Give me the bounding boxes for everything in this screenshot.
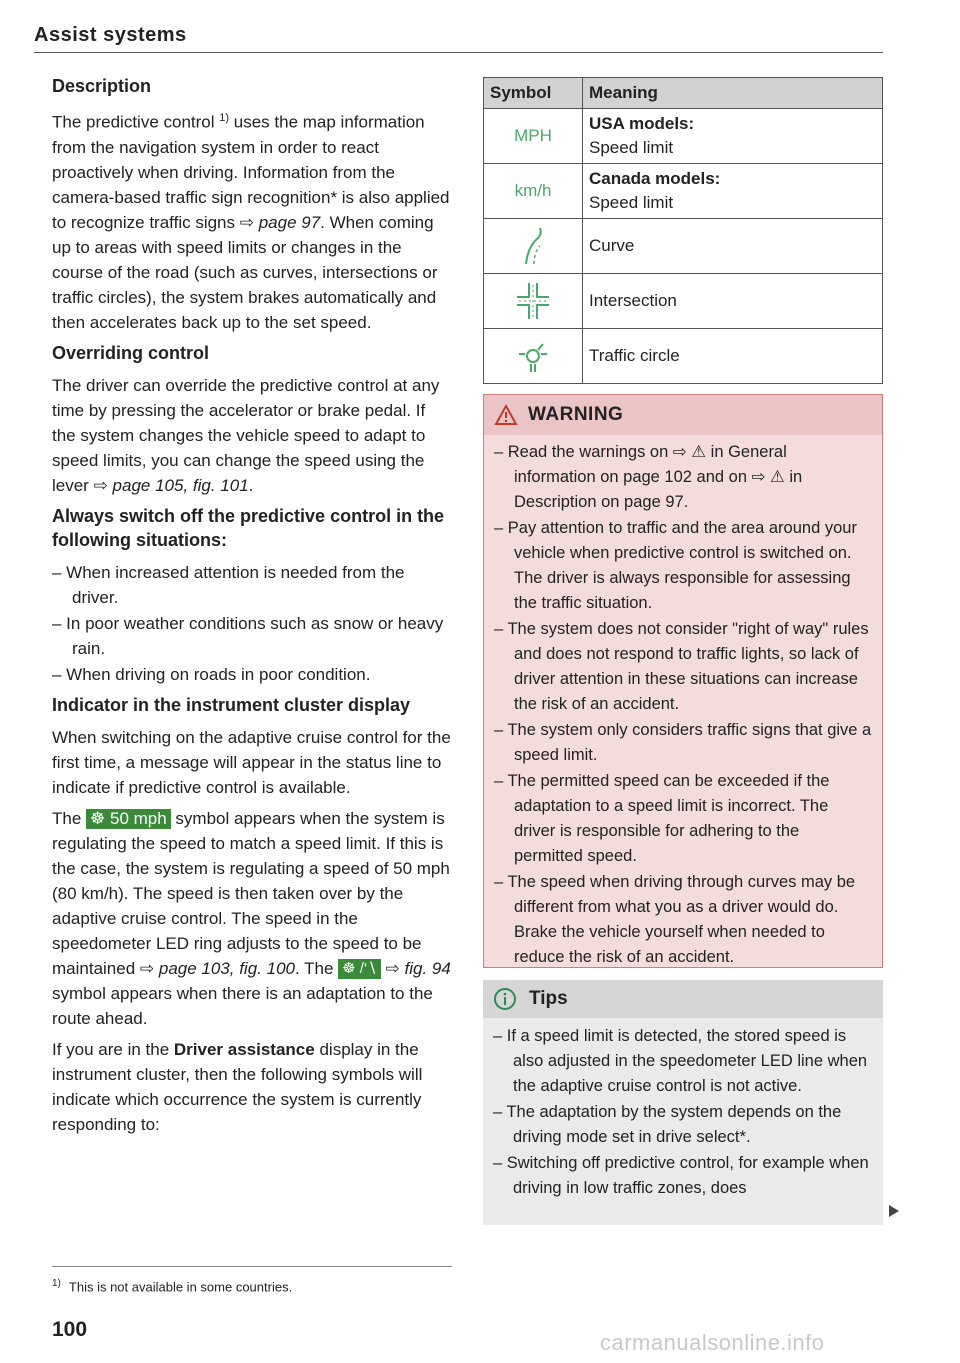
page-ref-link[interactable]: ⇨ page 105, fig. 101 xyxy=(93,475,249,495)
page-number: 100 xyxy=(52,1318,88,1341)
indicator-paragraph-3 xyxy=(52,1037,452,1137)
footnote-ref[interactable]: 1) xyxy=(219,112,230,124)
footnote-divider xyxy=(52,1266,452,1267)
symbol-column-header: Symbol xyxy=(484,78,583,109)
text: If you are in the xyxy=(52,1039,174,1059)
tips-box xyxy=(483,980,883,1225)
page-ref-link[interactable]: ⇨ page 97 xyxy=(239,212,321,232)
table-row xyxy=(484,109,883,164)
indicator-paragraph-1: When switching on the adaptive cruise control for the first time, a message will appear in the status line to indicate if predictive control is available. xyxy=(52,727,451,797)
text: uses the map information from the navigation system in order to react proactively when driving. Information from the camera-based traffic sign recognition* is also applied to recognize traffic signs xyxy=(52,112,450,232)
meaning-text: Speed limit xyxy=(589,138,674,157)
list-item: – If a speed limit is detected, the stored speed is also adjusted in the speedometer LED line when the adaptive cruise control is not active. xyxy=(493,1027,868,1095)
warning-triangle-icon xyxy=(494,404,518,426)
section-title: Assist systems xyxy=(34,24,187,46)
indicator-paragraph-2 xyxy=(52,806,452,1031)
page-ref-link[interactable]: ⇨ page 103, fig. 100 xyxy=(139,958,295,978)
header-divider xyxy=(34,52,883,53)
list-item: – The permitted speed can be exceeded if the adaptation to a speed limit is incorrect. The driver is responsible for adhering to the permitted speed. xyxy=(494,772,830,865)
list-item: – The system only considers traffic signs that give a speed limit. xyxy=(494,721,872,764)
tips-list xyxy=(493,1024,873,1201)
kmh-symbol: km/h xyxy=(484,164,583,219)
switch-off-list xyxy=(52,560,452,687)
traffic-circle-icon xyxy=(484,329,583,384)
meaning-title: USA models: xyxy=(589,114,695,133)
info-icon xyxy=(493,987,517,1011)
meaning-cell xyxy=(583,164,883,219)
table-row xyxy=(484,219,883,274)
description-heading: Description xyxy=(52,76,152,96)
meaning-cell: Traffic circle xyxy=(583,329,883,384)
list-item: – In poor weather conditions such as snow or heavy rain. xyxy=(52,613,444,658)
tips-title: Tips xyxy=(529,988,568,1009)
table-row xyxy=(484,274,883,329)
text: symbol appears when there is an adaptation to the route ahead. xyxy=(52,983,433,1028)
badge-text: 50 mph xyxy=(110,809,167,829)
text: display in the instrument cluster, then the following symbols will indicate which occurrence the system is currently responding to: xyxy=(52,1039,423,1134)
text: . xyxy=(248,475,254,495)
list-item: – The system does not consider "right of way" rules and does not respond to traffic lights, so lack of driver attention in these situations can increase the risk of an accident. xyxy=(494,620,869,713)
indicator-heading: Indicator in the instrument cluster display xyxy=(52,694,411,715)
warning-body xyxy=(484,435,882,970)
left-column xyxy=(52,74,452,1143)
watermark: carmanualsonline.info xyxy=(600,1330,825,1355)
warning-header xyxy=(484,395,882,435)
switch-off-heading: Always switch off the predictive control in the following situations: xyxy=(52,505,445,550)
list-item: – When driving on roads in poor condition. xyxy=(52,664,371,684)
tips-header xyxy=(483,980,883,1018)
meaning-column-header: Meaning xyxy=(583,78,883,109)
meaning-cell xyxy=(583,109,883,164)
list-item: – Switching off predictive control, for example when driving in low traffic zones, does xyxy=(493,1154,869,1197)
driver-assistance-label: Driver assistance xyxy=(173,1039,315,1059)
list-item: – Pay attention to traffic and the area around your vehicle when predictive control is switched on. The driver is always responsible for assessing the traffic situation. xyxy=(494,519,857,612)
list-item: – The speed when driving through curves may be different from what you as a driver would do. Brake the vehicle yourself when needed to reduce the risk of an accident. xyxy=(494,873,856,966)
warning-title: WARNING xyxy=(528,404,624,425)
list-item: – The adaptation by the system depends on the driving mode set in drive select*. xyxy=(493,1103,842,1146)
speed-limit-indicator-icon: ☸ 50 mph xyxy=(86,809,171,829)
table-row xyxy=(484,329,883,384)
text: symbol appears when the system is regulating the speed to match a speed limit. If this is the case, the system is regulating a speed of 50 mph (80 km/h). The speed is then taken over by the adaptive cruise control. The speed in the speedometer LED ring adjusts to the speed to be maintained xyxy=(52,808,450,978)
text: The predictive control xyxy=(52,112,220,132)
list-item: – Read the warnings on ⇨ ⚠ in General information on page 102 and on ⇨ ⚠ in Description on page 97. xyxy=(494,443,803,511)
overriding-paragraph xyxy=(52,373,452,498)
symbol-table xyxy=(483,77,883,384)
intersection-icon xyxy=(484,274,583,329)
text: The xyxy=(52,808,87,828)
table-header-row xyxy=(484,78,883,109)
text: . The xyxy=(294,958,339,978)
warning-box xyxy=(483,394,883,968)
meaning-text: Speed limit xyxy=(589,193,674,212)
description-paragraph xyxy=(52,106,452,335)
continue-arrow-icon[interactable] xyxy=(887,1203,901,1219)
overriding-heading: Overriding control xyxy=(52,342,210,363)
table-row xyxy=(484,164,883,219)
figure-ref-link[interactable]: ⇨ fig. 94 xyxy=(385,958,451,978)
meaning-title: Canada models: xyxy=(589,169,721,188)
meaning-cell: Curve xyxy=(583,219,883,274)
text: The driver can override the predictive control at any time by pressing the accelerator or brake pedal. If the system changes the vehicle speed to adapt to speed limits, you can change the speed using the lever xyxy=(52,375,440,495)
meaning-cell: Intersection xyxy=(583,274,883,329)
footnote-mark: 1) xyxy=(52,1278,61,1289)
warning-list xyxy=(494,440,872,970)
text: . When coming up to areas with speed limits or changes in the course of the road (such as curves, intersections or traffic circles), the system brakes automatically and then accelerates back up to the set speed. xyxy=(52,212,438,332)
footnote xyxy=(52,1278,292,1294)
footnote-text: This is not available in some countries. xyxy=(68,1279,293,1295)
tips-body xyxy=(483,1018,883,1201)
curve-icon xyxy=(484,219,583,274)
list-item: – When increased attention is needed from the driver. xyxy=(52,562,405,607)
mph-symbol: MPH xyxy=(484,109,583,164)
route-adaptation-indicator-icon: ☸ /‘∖ xyxy=(338,959,381,979)
